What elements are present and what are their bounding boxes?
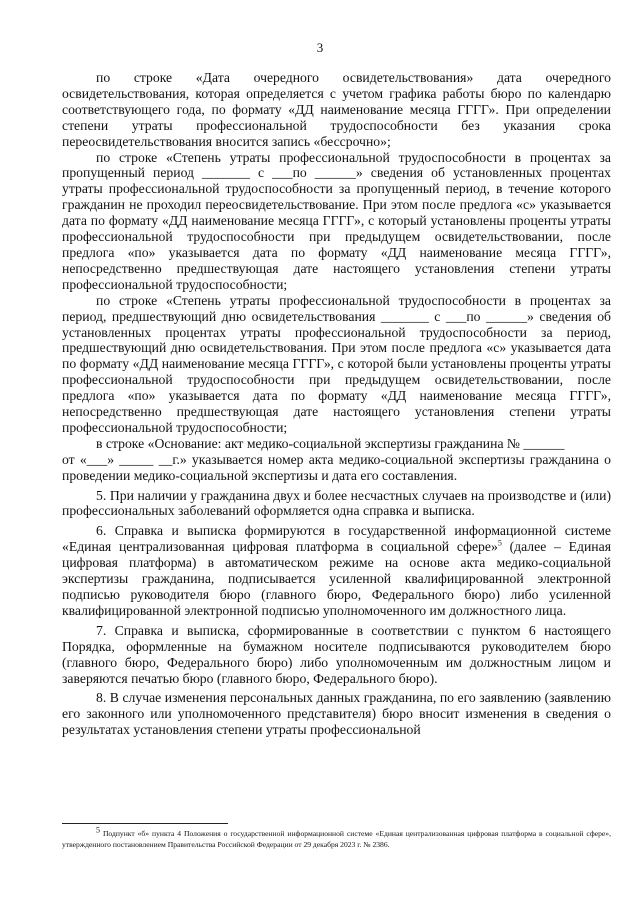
paragraph-basis-line: в строке «Основание: акт медико-социальной экспертизы гражданина № ______ xyxy=(96,435,565,451)
footnote-reference: 5 xyxy=(497,538,502,548)
paragraph-basis-details: от «___» _____ __г.» указывается номер акта медико-социальной экспертизы гражданина о проведении медико-социальной экспертизы и дата его составления. xyxy=(62,451,611,483)
footnote-marker: 5 xyxy=(96,825,100,835)
paragraph-previous-period: по строке «Степень утраты профессиональной трудоспособности в процентах за период, предшествующий дню освидетельствования _______ с ___по ______» сведения об установленных процентах утраты профессиональной трудоспособности за период, предшествующий дню освидетельствования. При этом после предлога «с» указывается дата по формату «ДД наименование месяца ГГГГ», с которой были установлены проценты утраты профессиональной трудоспособности при предыдущем освидетельствовании, после предлога «по» указывается дата по формату «ДД наименование месяца ГГГГ», непосредственно предшествующая дате настоящего установления степени утраты профессиональной трудоспособности; xyxy=(62,292,611,435)
document-body xyxy=(62,70,611,738)
paragraph-item-6-end: (далее – Единая цифровая платформа) в автоматическом режиме на основе акта медико-социальной экспертизы гражданина, подписывается усиленной квалифицированной электронной подписью руководителя бюро (главного бюро, Федерального бюро) либо усиленной квалифицированной электронной подписью уполномоченного им должностного лица. xyxy=(62,539,612,618)
paragraph-item-6-start: 6. Справка и выписка формируются в государственной информационной системе «Единая централизованная цифровая платформа в социальной сфере» xyxy=(62,523,611,555)
footnote xyxy=(62,825,611,850)
paragraph-item-7: 7. Справка и выписка, сформированные в соответствии с пунктом 6 настоящего Порядка, оформленные на бумажном носителе подписываются руководителем бюро (главного бюро, Федерального бюро) либо уполномоченным им должностным лицом и заверяются печатью бюро (главного бюро, Федерального бюро). xyxy=(62,622,611,686)
paragraph-item-8: 8. В случае изменения персональных данных гражданина, по его заявлению (заявлению его законного или уполномоченного представителя) бюро вносит изменения в сведения о результатах установления степени утраты профессиональной xyxy=(62,690,611,738)
page-number: 3 xyxy=(316,40,324,55)
paragraph-item-6 xyxy=(62,523,611,618)
footnote-text: Подпункт «б» пункта 4 Положения о государственной информационной системе «Единая централизованная цифровая платформа в социальной сфере», утвержденного постановлением Правительства Российской Федерации от 29 декабря 2023 г. № 2386. xyxy=(62,829,611,849)
footnote-divider xyxy=(62,823,228,824)
paragraph-next-exam-date: по строке «Дата очередного освидетельствования» дата очередного освидетельствования, которая определяется с учетом графика работы бюро по календарю соответствующего года, по формату «ДД наименование месяца ГГГГ». При определении степени утраты профессиональной трудоспособности без указания срока переосвидетельствования вносится запись «бессрочно»; xyxy=(62,70,611,149)
paragraph-missed-period: по строке «Степень утраты профессиональной трудоспособности в процентах за пропущенный период _______ с ___по ______» сведения об установленных процентах утраты профессиональной трудоспособности за пропущенный период, в течение которого гражданин не проходил переосвидетельствование. При этом после предлога «с» указывается дата по формату «ДД наименование месяца ГГГГ», с который установлены проценты утраты профессиональной трудоспособности при предыдущем освидетельствовании, после предлога «по» указывается дата по формату «ДД наименование месяца ГГГГ», непосредственно предшествующая дате настоящего установления степени утраты профессиональной трудоспособности; xyxy=(62,149,611,292)
paragraph-item-5: 5. При наличии у гражданина двух и более несчастных случаев на производстве и (или) профессиональных заболеваний оформляется одна справка и выписка. xyxy=(62,487,611,519)
